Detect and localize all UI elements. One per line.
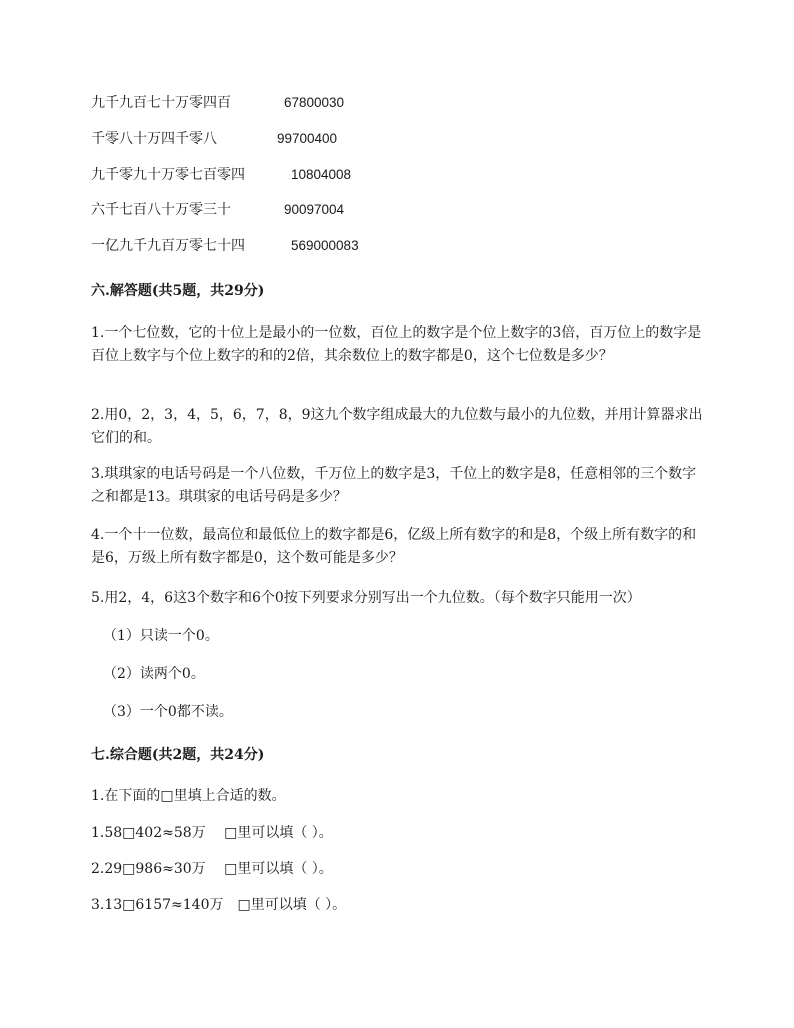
estimate-item: 3.13□6157≈140万 □里可以填（ ）。: [91, 897, 347, 913]
question-5-sub: （2）读两个0。: [103, 666, 205, 682]
estimate-item: 1.58□402≈58万 □里可以填（ ）。: [91, 825, 333, 841]
question-1: 1.一个七位数，它的十位上是最小的一位数，百位上的数字是个位上数字的3倍，百万位上的数字是百位上数字与个位上数字的和的2倍，其余数位上的数字都是0，这个七位数是多少？: [91, 325, 702, 364]
question-2: 2.用0，2，3，4，5，6，7，8，9这九个数字组成最大的九位数与最小的九位数，并用计算器求出它们的和。: [91, 407, 703, 446]
question-5-sub: （3）一个0都不读。: [103, 704, 233, 720]
matching-right: 67800030: [284, 95, 345, 110]
matching-left: 六千七百八十万零三十: [91, 202, 231, 218]
matching-left: 千零八十万四千零八: [91, 131, 217, 147]
matching-right: 10804008: [291, 167, 352, 182]
matching-left: 九千零九十万零七百零四: [91, 167, 245, 183]
estimate-item: 2.29□986≈30万 □里可以填（ ）。: [91, 861, 333, 877]
matching-row: [91, 235, 359, 257]
matching-left: 九千九百七十万零四百: [91, 95, 231, 111]
matching-right: 90097004: [284, 202, 345, 217]
section-title: 七.综合题(共2题，共24分): [91, 747, 265, 763]
question-5-sub: （1）只读一个0。: [103, 628, 219, 644]
question-3: 3.琪琪家的电话号码是一个八位数，千万位上的数字是3，千位上的数字是8，任意相邻的三个数字之和都是13。琪琪家的电话号码是多少？: [91, 466, 697, 505]
section-title: 六.解答题(共5题，共29分): [91, 283, 265, 299]
matching-row: [91, 199, 345, 221]
matching-left: 一亿九千九百万零七十四: [91, 238, 245, 254]
question-5: 5.用2，4，6这3个数字和6个0按下列要求分别写出一个九位数。（每个数字只能用一次）: [91, 590, 641, 606]
matching-right: 99700400: [277, 131, 338, 146]
matching-row: [91, 164, 352, 186]
matching-row: [91, 128, 338, 150]
matching-row: [91, 92, 345, 114]
question-4: 4.一个十一位数，最高位和最低位上的数字都是6，亿级上所有数字的和是8，个级上所有数字的和是6，万级上所有数字都是0，这个数可能是多少？: [91, 527, 697, 566]
matching-right: 569000083: [291, 238, 359, 253]
comprehensive-intro: 1.在下面的□里填上合适的数。: [91, 788, 286, 804]
